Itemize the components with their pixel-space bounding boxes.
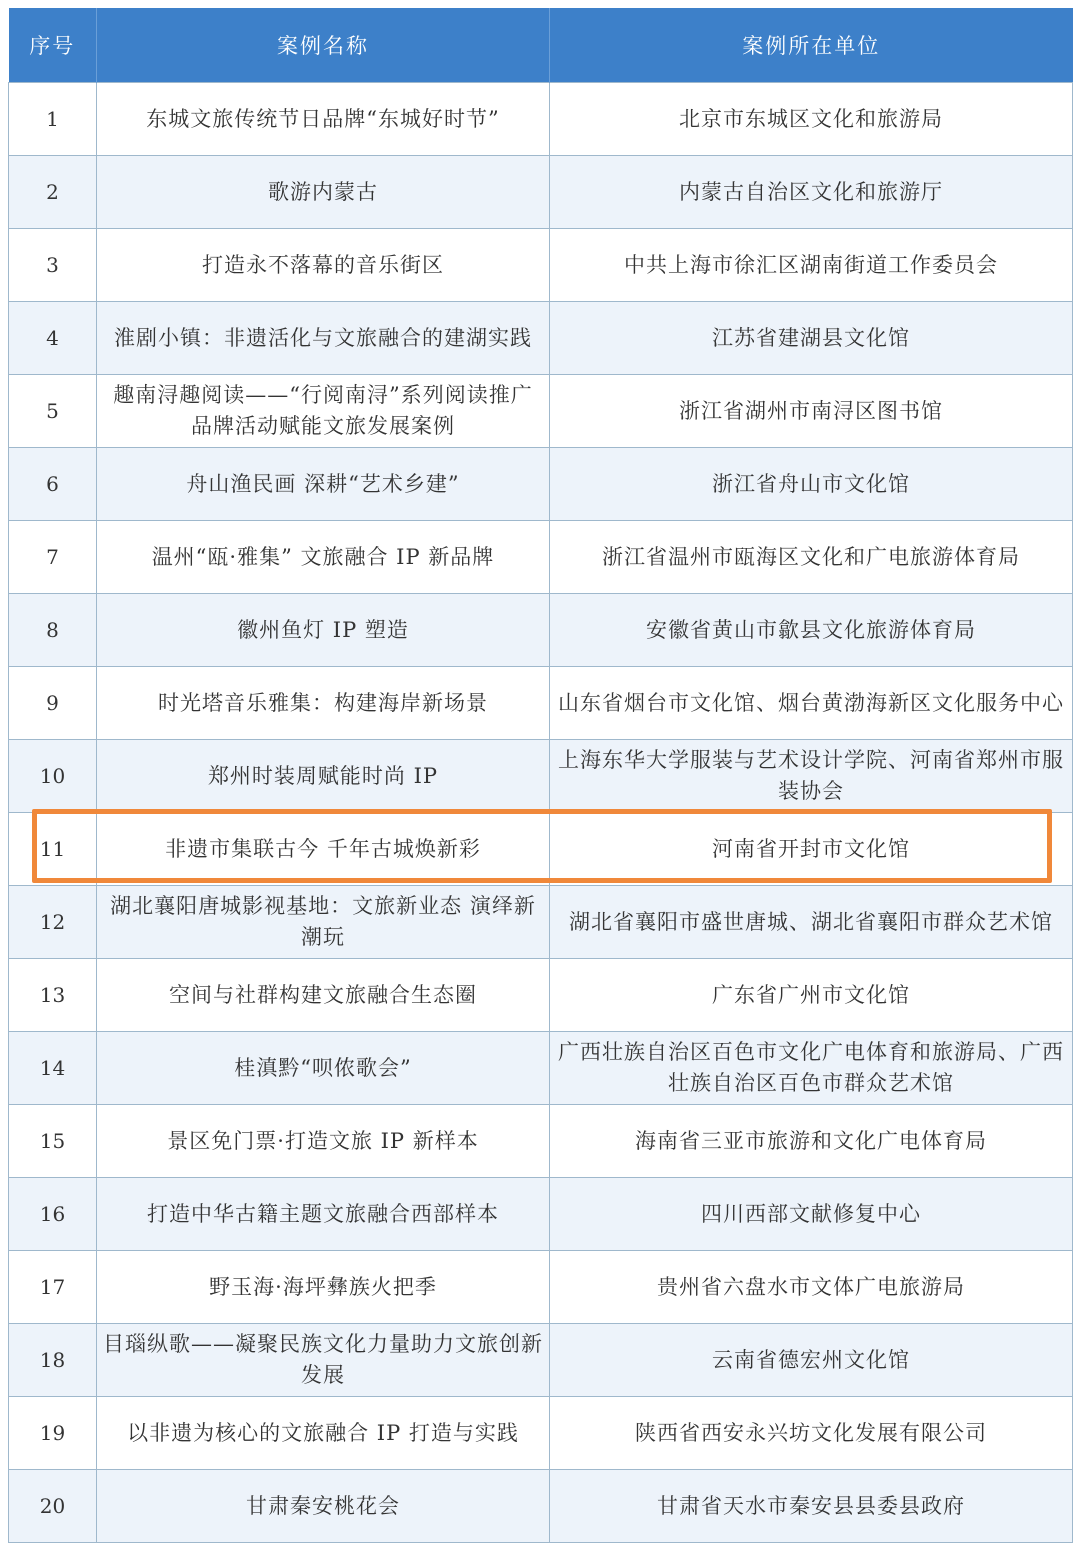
- row-number: 10: [9, 740, 97, 813]
- row-case-unit: 浙江省湖州市南浔区图书馆: [550, 375, 1073, 448]
- table-header-row: [9, 8, 1073, 83]
- row-case-name: 非遗市集联古今 千年古城焕新彩: [97, 813, 550, 886]
- row-number: 2: [9, 156, 97, 229]
- row-case-name: 甘肃秦安桃花会: [97, 1470, 550, 1543]
- row-case-unit: 海南省三亚市旅游和文化广电体育局: [550, 1105, 1073, 1178]
- row-number: 13: [9, 959, 97, 1032]
- row-case-unit: 安徽省黄山市歙县文化旅游体育局: [550, 594, 1073, 667]
- table-row: [9, 594, 1073, 667]
- row-number: 4: [9, 302, 97, 375]
- row-number: 20: [9, 1470, 97, 1543]
- row-case-name: 桂滇黔“呗侬歌会”: [97, 1032, 550, 1105]
- table-row: [9, 1251, 1073, 1324]
- table-row: [9, 375, 1073, 448]
- row-number: 8: [9, 594, 97, 667]
- row-case-name: 歌游内蒙古: [97, 156, 550, 229]
- row-case-unit: 浙江省温州市瓯海区文化和广电旅游体育局: [550, 521, 1073, 594]
- table-row: [9, 1324, 1073, 1397]
- case-table-container: [8, 8, 1072, 1543]
- header-number: 序号: [9, 8, 97, 83]
- row-case-name: 空间与社群构建文旅融合生态圈: [97, 959, 550, 1032]
- row-number: 3: [9, 229, 97, 302]
- row-case-unit: 河南省开封市文化馆: [550, 813, 1073, 886]
- row-case-unit: 广西壮族自治区百色市文化广电体育和旅游局、广西壮族自治区百色市群众艺术馆: [550, 1032, 1073, 1105]
- case-table: [8, 8, 1073, 1543]
- row-case-name: 郑州时装周赋能时尚 IP: [97, 740, 550, 813]
- row-number: 12: [9, 886, 97, 959]
- table-row: [9, 1032, 1073, 1105]
- row-case-name: 趣南浔趣阅读——“行阅南浔”系列阅读推广品牌活动赋能文旅发展案例: [97, 375, 550, 448]
- row-case-name: 徽州鱼灯 IP 塑造: [97, 594, 550, 667]
- row-number: 15: [9, 1105, 97, 1178]
- row-case-name: 温州“瓯·雅集” 文旅融合 IP 新品牌: [97, 521, 550, 594]
- row-case-unit: 甘肃省天水市秦安县县委县政府: [550, 1470, 1073, 1543]
- row-number: 1: [9, 83, 97, 156]
- row-case-unit: 江苏省建湖县文化馆: [550, 302, 1073, 375]
- row-case-name: 湖北襄阳唐城影视基地：文旅新业态 演绎新潮玩: [97, 886, 550, 959]
- row-case-name: 舟山渔民画 深耕“艺术乡建”: [97, 448, 550, 521]
- row-case-unit: 浙江省舟山市文化馆: [550, 448, 1073, 521]
- table-row: [9, 1397, 1073, 1470]
- row-number: 9: [9, 667, 97, 740]
- table-body: [9, 83, 1073, 1543]
- table-row: [9, 229, 1073, 302]
- row-case-name: 打造永不落幕的音乐街区: [97, 229, 550, 302]
- table-row: [9, 156, 1073, 229]
- row-case-name: 目瑙纵歌——凝聚民族文化力量助力文旅创新发展: [97, 1324, 550, 1397]
- table-row: [9, 448, 1073, 521]
- table-row: [9, 302, 1073, 375]
- row-number: 7: [9, 521, 97, 594]
- row-case-name: 野玉海·海坪彝族火把季: [97, 1251, 550, 1324]
- table-row: [9, 886, 1073, 959]
- row-case-unit: 广东省广州市文化馆: [550, 959, 1073, 1032]
- row-case-name: 东城文旅传统节日品牌“东城好时节”: [97, 83, 550, 156]
- table-row: [9, 1178, 1073, 1251]
- table-row: [9, 667, 1073, 740]
- row-number: 19: [9, 1397, 97, 1470]
- row-case-name: 时光塔音乐雅集：构建海岸新场景: [97, 667, 550, 740]
- row-case-name: 景区免门票·打造文旅 IP 新样本: [97, 1105, 550, 1178]
- row-case-unit: 湖北省襄阳市盛世唐城、湖北省襄阳市群众艺术馆: [550, 886, 1073, 959]
- row-number: 16: [9, 1178, 97, 1251]
- row-number: 11: [9, 813, 97, 886]
- row-case-unit: 北京市东城区文化和旅游局: [550, 83, 1073, 156]
- row-case-name: 淮剧小镇：非遗活化与文旅融合的建湖实践: [97, 302, 550, 375]
- row-case-unit: 中共上海市徐汇区湖南街道工作委员会: [550, 229, 1073, 302]
- row-case-unit: 陕西省西安永兴坊文化发展有限公司: [550, 1397, 1073, 1470]
- row-case-unit: 上海东华大学服装与艺术设计学院、河南省郑州市服装协会: [550, 740, 1073, 813]
- row-case-name: 打造中华古籍主题文旅融合西部样本: [97, 1178, 550, 1251]
- table-row: [9, 83, 1073, 156]
- table-row: [9, 959, 1073, 1032]
- row-case-unit: 内蒙古自治区文化和旅游厅: [550, 156, 1073, 229]
- row-case-name: 以非遗为核心的文旅融合 IP 打造与实践: [97, 1397, 550, 1470]
- row-number: 17: [9, 1251, 97, 1324]
- row-case-unit: 四川西部文献修复中心: [550, 1178, 1073, 1251]
- table-row: [9, 813, 1073, 886]
- row-number: 14: [9, 1032, 97, 1105]
- table-row: [9, 521, 1073, 594]
- table-row: [9, 1105, 1073, 1178]
- row-number: 5: [9, 375, 97, 448]
- row-number: 18: [9, 1324, 97, 1397]
- header-case-unit: 案例所在单位: [550, 8, 1073, 83]
- row-case-unit: 贵州省六盘水市文体广电旅游局: [550, 1251, 1073, 1324]
- row-number: 6: [9, 448, 97, 521]
- row-case-unit: 云南省德宏州文化馆: [550, 1324, 1073, 1397]
- table-row: [9, 740, 1073, 813]
- row-case-unit: 山东省烟台市文化馆、烟台黄渤海新区文化服务中心: [550, 667, 1073, 740]
- table-row: [9, 1470, 1073, 1543]
- header-case-name: 案例名称: [97, 8, 550, 83]
